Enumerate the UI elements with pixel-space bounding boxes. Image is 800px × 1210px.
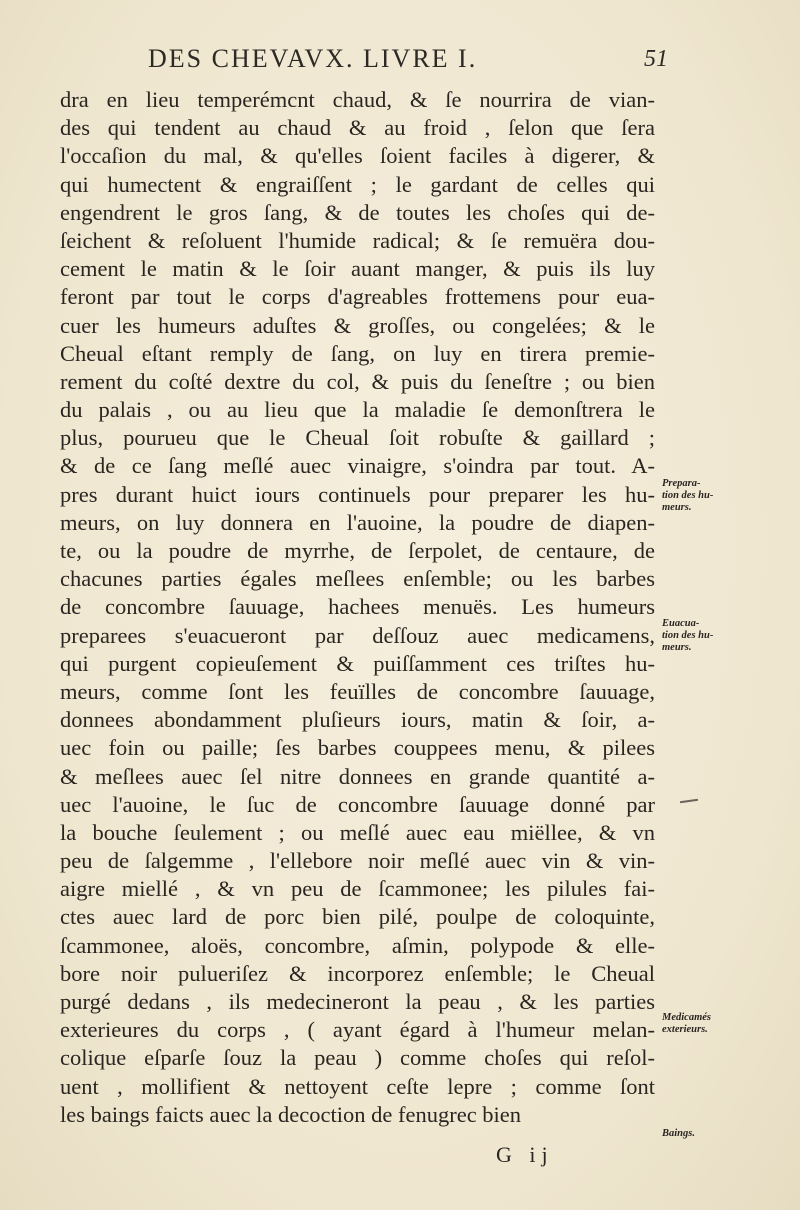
note-line: meurs. [662,502,692,513]
marginal-note-preparation [662,478,713,514]
text-line: te, ou la poudre de myrrhe, de ſerpolet, de centaure, de [60,538,655,563]
text-line: dra en lieu temperémcnt chaud, & ſe nourrira de vian- [60,87,655,112]
text-line: aigre miellé , & vn peu de ſcammonee; les pilules fai- [60,876,655,902]
text-line: cement le matin & le ſoir auant manger, & puis ils luy [60,256,655,282]
note-line: Euacua- [662,618,700,629]
note-line: tion des hu- [662,490,714,501]
text-line: qui humectent & engraiſſent ; le gardant de celles qui [60,171,655,197]
text-line: pres durant huict iours continuels pour preparer les hu- [60,481,655,507]
text-line: uent , mollifient & nettoyent ceſte lepre ; comme ſont [60,1073,655,1099]
text-line: peu de ſalgemme , l'ellebore noir meſlé auec vin & vin- [60,848,655,874]
text-line: plus, pourueu que le Cheual ſoit robuſte & gaillard ; [60,425,655,451]
text-line: purgé dedans , ils medecineront la peau , & les parties [60,989,655,1014]
text-line: bore noir pulueriſez & incorporez enſemble; le Cheual [60,960,655,986]
text-line: cuer les humeurs aduſtes & groſſes, ou congelées; & le [60,312,655,338]
text-line: qui purgent copieuſement & puiſſamment ces triſtes hu- [60,650,655,676]
text-line: meurs, on luy donnera en l'auoine, la poudre de diapen- [60,509,655,535]
text-line: & de ce ſang meſlé auec vinaigre, s'oindra par tout. A- [60,453,655,479]
running-header [148,44,668,84]
text-line: l'occaſion du mal, & qu'elles ſoient faciles à digerer, & [60,143,655,169]
signature-mark: G ij [496,1142,554,1167]
text-line: exterieures du corps , ( ayant égard à l'humeur melan- [60,1017,655,1043]
text-line: ſeichent & reſoluent l'humide radical; & ſe remuëra dou- [60,227,655,253]
text-line: preparees s'euacueront par deſſouz auec medicamens, [60,622,655,648]
marginal-note-medicaments [662,1012,711,1036]
note-line: tion des hu- [662,630,714,641]
text-line: ctes auec lard de porc bien pilé, poulpe de coloquinte, [60,904,655,930]
text-line: feront par tout le corps d'agreables frottemens pour eua- [60,284,655,310]
marginal-note-evacuation [662,618,713,654]
marginal-note-baths [662,1128,695,1140]
note-line: exterieurs. [662,1024,708,1035]
body-text [60,86,655,1129]
text-line: la bouche ſeulement ; ou meſlé auec eau miëllee, & vn [60,819,655,845]
page-number: 51 [644,46,668,72]
text-line: chacunes parties égales meſlees enſemble; ou les barbes [60,566,655,592]
text-line: colique eſparſe ſouz la peau ) comme choſes qui reſol- [60,1045,655,1071]
text-line: du palais , ou au lieu que la maladie ſe demonſtrera le [60,397,655,423]
text-line: Cheual eſtant remply de ſang, on luy en tirera premie- [60,340,655,366]
text-line: donnees abondamment pluſieurs iours, matin & ſoir, a- [60,707,655,733]
text-line: uec l'auoine, le ſuc de concombre ſauuage donné par [60,791,655,817]
text-line: les baings faicts auec la decoction de fenugrec bien [60,1101,522,1127]
note-line: Medicamés [662,1012,711,1023]
note-line: Baings. [662,1128,695,1139]
text-line: rement du coſté dextre du col, & puis du ſeneſtre ; ou bien [60,368,655,394]
note-line: Prepara- [662,478,701,489]
text-line: engendrent le gros ſang, & de toutes les choſes qui de- [60,199,655,225]
text-line: & meſlees auec ſel nitre donnees en grande quantité a- [60,763,655,789]
text-line: de concombre ſauuage, hachees menuës. Les humeurs [60,594,655,620]
text-line: meurs, comme ſont les feuïlles de concombre ſauuage, [60,678,655,704]
text-line: ſcammonee, aloës, concombre, aſmin, polypode & elle- [60,932,655,958]
note-line: meurs. [662,642,692,653]
marginal-notes [662,0,797,1210]
text-line: des qui tendent au chaud & au froid , ſelon que ſera [60,115,655,141]
running-title: DES CHEVAVX. LIVRE I. [148,44,478,73]
text-line: uec foin ou paille; ſes barbes couppees menu, & pilees [60,735,655,761]
